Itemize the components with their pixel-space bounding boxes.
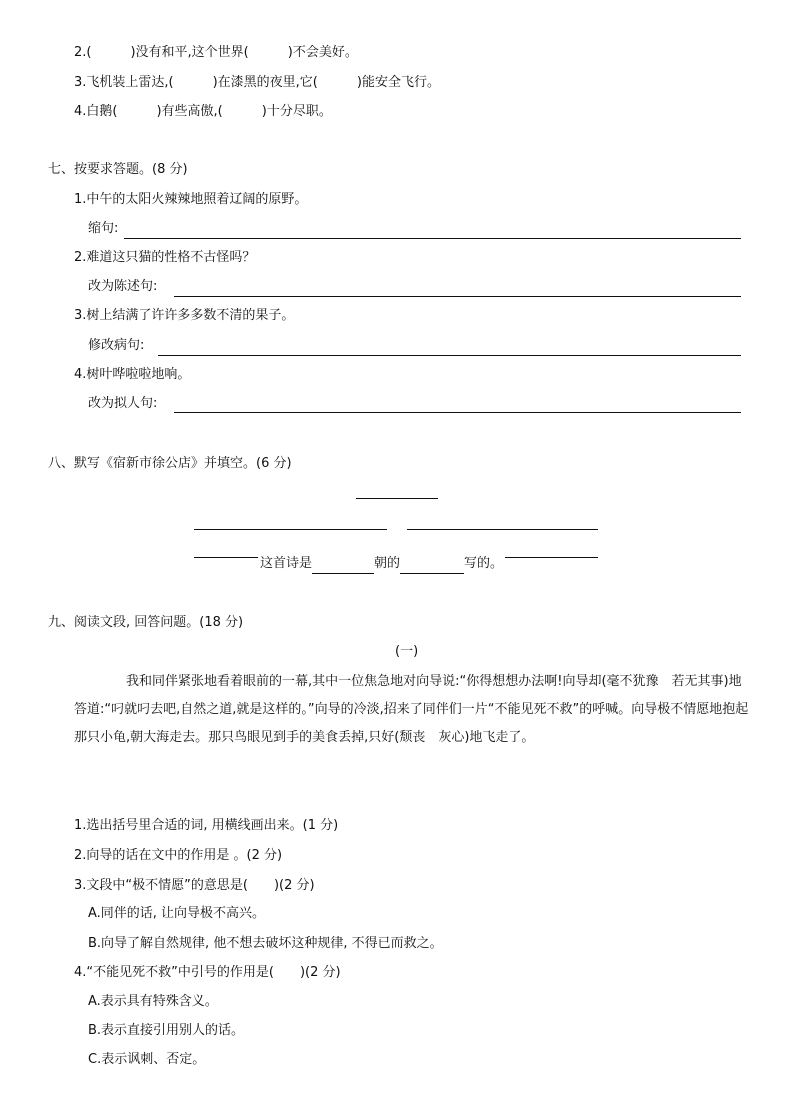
question-line: 4.白鹅( )有些高傲,( )十分尽职。	[74, 104, 332, 119]
question-text: 3.树上结满了许许多多数不清的果子。	[74, 308, 295, 323]
fill-text: 这首诗是	[260, 556, 313, 571]
question-line: 3.飞机装上雷达,( )在漆黑的夜里,它( )能安全飞行。	[74, 75, 440, 90]
section-title: 八、默写《宿新市徐公店》并填空。(6 分)	[48, 456, 292, 471]
reading-question: 2.向导的话在文中的作用是 。(2 分)	[74, 848, 283, 863]
reading-passage	[74, 668, 754, 752]
answer-label: 修改病句:	[88, 338, 145, 353]
answer-line[interactable]	[158, 355, 741, 356]
fill-text: 写的。	[464, 556, 504, 571]
author-blank[interactable]	[400, 559, 464, 574]
poem-fill-sentence	[258, 554, 505, 574]
answer-label: 改为拟人句:	[88, 396, 158, 411]
poem-title-line[interactable]	[356, 498, 438, 499]
question-text: 1.中午的太阳火辣辣地照着辽阔的原野。	[74, 192, 308, 207]
answer-line[interactable]	[174, 296, 741, 297]
fill-text: 朝的	[374, 556, 401, 571]
answer-line[interactable]	[174, 412, 741, 413]
poem-line[interactable]	[407, 529, 598, 530]
reading-question: 4.“不能见死不救”中引号的作用是( )(2 分)	[74, 965, 341, 980]
answer-label: 改为陈述句:	[88, 279, 158, 294]
answer-option[interactable]: B.向导了解自然规律, 他不想去破坏这种规律, 不得已而救之。	[88, 936, 443, 951]
reading-question: 3.文段中“极不情愿”的意思是( )(2 分)	[74, 878, 315, 893]
section-title: 七、按要求答题。(8 分)	[48, 162, 188, 177]
question-text: 4.树叶哗啦啦地响。	[74, 367, 191, 382]
question-line: 2.( )没有和平,这个世界( )不会美好。	[74, 45, 358, 60]
dynasty-blank[interactable]	[312, 559, 374, 574]
passage-subtitle: (一)	[395, 644, 419, 659]
section-title: 九、阅读文段, 回答问题。(18 分)	[48, 615, 244, 630]
answer-option[interactable]: A.同伴的话, 让向导极不高兴。	[88, 906, 266, 921]
passage-text: 我和同伴紧张地看着眼前的一幕,其中一位焦急地对向导说:“你得想想办法啊!向导却(毫不犹豫 若无其事)地答道:“叼就叼去吧,自然之道,就是这样的。”向导的冷淡,招来了同伴们一片“不能见死不救”的呼喊。向导极不情愿地抱起那只小龟,朝大海走去。那只鸟眼见到手的美食丢掉,只好(颓丧 灰心)地飞走了。	[74, 674, 749, 745]
answer-label: 缩句:	[88, 221, 119, 236]
answer-option[interactable]: C.表示讽刺、否定。	[88, 1052, 206, 1067]
answer-option[interactable]: B.表示直接引用别人的话。	[88, 1023, 245, 1038]
answer-line[interactable]	[124, 238, 741, 239]
poem-line[interactable]	[194, 529, 387, 530]
answer-option[interactable]: A.表示具有特殊含义。	[88, 994, 218, 1009]
reading-question: 1.选出括号里合适的词, 用横线画出来。(1 分)	[74, 818, 339, 833]
question-text: 2.难道这只猫的性格不古怪吗？	[74, 250, 256, 265]
